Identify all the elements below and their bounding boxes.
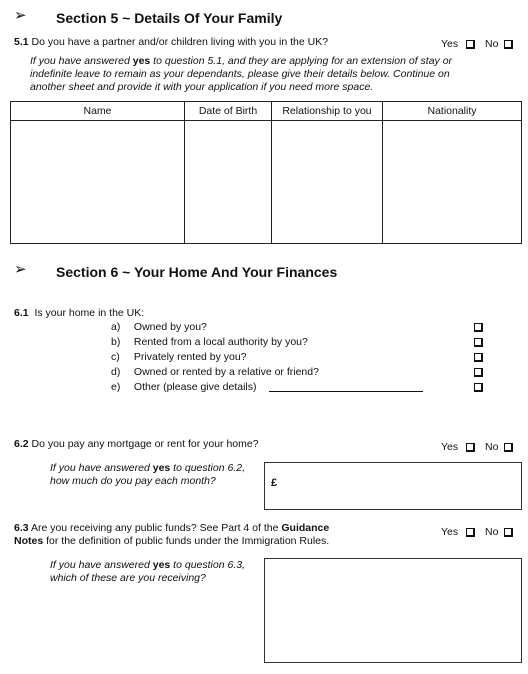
public-funds-field[interactable] <box>264 558 522 663</box>
note-text-rest: to question 6.3, which of these are you receiving? <box>50 559 245 584</box>
note-bold: yes <box>132 55 151 67</box>
owned-checkbox[interactable] <box>474 323 483 332</box>
guidance-bold: Guidance <box>281 522 330 534</box>
option-text: Owned or rented by a relative or friend? <box>133 366 319 378</box>
question-5-1 <box>14 36 434 48</box>
nationality-cell[interactable] <box>383 121 522 244</box>
option-text: Privately rented by you? <box>133 351 247 363</box>
question-6-1-text: Is your home in the UK: <box>34 307 145 319</box>
option-relative-or-friend <box>111 365 491 380</box>
option-letter: e) <box>111 381 121 393</box>
q62-no-label: No <box>484 441 499 453</box>
note-text-rest: to question 5.1, and they are applying for an extension of stay or indefinite leave to remain as your dependants, please give their details below. Continue on another sheet and provide it with your application if you need more space. <box>30 55 453 93</box>
q63-yes-label: Yes <box>441 526 459 538</box>
section-5-note <box>30 55 475 94</box>
q63-no-label: No <box>484 526 499 538</box>
question-5-1-text: Do you have a partner and/or children living with you in the UK? <box>31 36 329 48</box>
other-details-line[interactable] <box>269 391 423 392</box>
monthly-payment-field[interactable] <box>264 462 522 510</box>
column-header-name: Name <box>11 102 185 121</box>
note-text: If you have answered <box>50 559 153 571</box>
home-options-list <box>111 320 491 395</box>
question-6-2-number: 6.2 <box>14 438 29 450</box>
note-bold: yes <box>152 559 171 571</box>
pound-sign: £ <box>271 477 278 489</box>
option-letter: a) <box>111 321 121 333</box>
option-text: Rented from a local authority by you? <box>133 336 308 348</box>
privately-rented-checkbox[interactable] <box>474 353 483 362</box>
relationship-cell[interactable] <box>272 121 383 244</box>
q51-no-checkbox[interactable] <box>504 40 513 49</box>
option-owned <box>111 320 491 335</box>
option-text: Other (please give details) <box>133 381 257 393</box>
question-6-2-note <box>50 462 250 488</box>
rented-local-authority-checkbox[interactable] <box>474 338 483 347</box>
option-letter: b) <box>111 336 121 348</box>
question-6-3 <box>14 522 374 548</box>
question-6-3-text: Are you receiving any public funds? See Part 4 of the <box>30 522 282 534</box>
question-6-3-number: 6.3 <box>14 522 29 534</box>
note-text: If you have answered <box>30 55 133 67</box>
notes-bold: Notes <box>14 535 44 547</box>
question-6-3-note <box>50 559 250 585</box>
q51-no-label: No <box>484 38 499 50</box>
other-checkbox[interactable] <box>474 383 483 392</box>
option-letter: d) <box>111 366 121 378</box>
relative-or-friend-checkbox[interactable] <box>474 368 483 377</box>
option-other <box>111 380 491 395</box>
q62-no-checkbox[interactable] <box>504 443 513 452</box>
note-text: If you have answered <box>50 462 153 474</box>
question-6-1 <box>14 307 144 319</box>
q63-yes-checkbox[interactable] <box>466 528 475 537</box>
q63-no-checkbox[interactable] <box>504 528 513 537</box>
q62-yes-no <box>441 441 513 453</box>
q51-yes-checkbox[interactable] <box>466 40 475 49</box>
option-text: Owned by you? <box>133 321 207 333</box>
question-5-1-number: 5.1 <box>14 36 29 48</box>
section-5-bullet: ➢ <box>14 7 27 24</box>
question-6-3-text-rest: for the definition of public funds under the Immigration Rules. <box>43 535 330 547</box>
option-letter: c) <box>111 351 120 363</box>
q62-yes-label: Yes <box>441 441 459 453</box>
q62-yes-checkbox[interactable] <box>466 443 475 452</box>
family-details-table <box>10 101 522 244</box>
question-6-2-text: Do you pay any mortgage or rent for your home? <box>31 438 259 450</box>
question-6-2 <box>14 438 259 450</box>
q63-yes-no <box>441 526 513 538</box>
question-6-1-number: 6.1 <box>14 307 29 319</box>
note-bold: yes <box>152 462 171 474</box>
note-text-rest: to question 6.2, how much do you pay each month? <box>50 462 245 487</box>
section-6-bullet: ➢ <box>14 261 27 278</box>
option-rented-local-authority <box>111 335 491 350</box>
column-header-nationality: Nationality <box>383 102 522 121</box>
q51-yes-label: Yes <box>441 38 459 50</box>
section-6-title: Section 6 ~ Your Home And Your Finances <box>56 264 338 280</box>
column-header-date-of-birth: Date of Birth <box>185 102 272 121</box>
section-5-title: Section 5 ~ Details Of Your Family <box>56 10 283 26</box>
q51-yes-no <box>441 38 513 50</box>
column-header-relationship: Relationship to you <box>272 102 383 121</box>
date-of-birth-cell[interactable] <box>185 121 272 244</box>
option-privately-rented <box>111 350 491 365</box>
name-cell[interactable] <box>11 121 185 244</box>
